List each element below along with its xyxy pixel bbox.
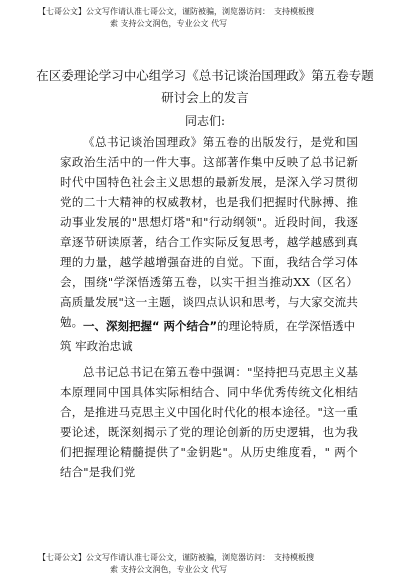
footer-line-2: 索 支持公文润色，专业公文 代写 (110, 565, 228, 574)
section-heading-1 (60, 316, 358, 356)
greeting: 同志们: (184, 114, 226, 128)
section-heading-bold: 一、深刻把握“ 两个结合” (83, 319, 218, 333)
page-header-notice (38, 6, 368, 30)
body-paragraph-1 (60, 132, 358, 332)
document-title-line-1: 在区委理论学习中心组学习《总书记谈治国理政》第五卷专题 (36, 68, 374, 83)
document-title-line-2: 研讨会上的发言 (161, 90, 249, 105)
body-paragraph-2 (60, 362, 358, 482)
header-line-2: 索 支持公文润色，专业公文 代写 (110, 19, 228, 28)
section-heading-rest: 的理论特质，在学深悟透中筑 牢政治忠诚 (60, 319, 356, 353)
page-footer-notice (38, 552, 368, 576)
header-line-1: 【七哥公文】公文写作请认准七哥公文，谨防被骗，浏览器访问： 支持模板搜 (38, 7, 314, 16)
footer-line-1: 【七哥公文】公文写作请认准七哥公文，谨防被骗，浏览器访问： 支持模板搜 (38, 553, 314, 562)
paragraph-text: 《总书记谈治国理政》第五卷的出版发行，是党和国家政治生活中的一件大事。这部著作集中反映了总书记新时代中国特色社会主义思想的最新发展，是深入学习贯彻党的二十大精神的权威教材，也是我们把握时代脉搏、推动事业发展的"思想灯塔"和"行动纲领"。近段时间，我逐章逐节研读原著，结合工作实际反复思考，越学越感到真理的力量，越学越增强奋进的自觉。下面，我结合学习体会，围绕"学深悟透第五卷，以实干担当推动XX（区名）高质量发展"这一主题，谈四点认识和思考，与大家交流共勉。 (60, 135, 358, 329)
paragraph-text: 总书记总书记在第五卷中强调："坚持把马克思主义基本原理同中国具体实际相结合、同中华优秀传统文化相结合，是推进马克思主义中国化时代化的根本途径。"这一重要论述，既深刻揭示了党的理论创新的历史逻辑，也为我们把握理论精髓提供了"金钥匙"。从历史维度看，" 两个结合"是我们党 (60, 365, 358, 479)
